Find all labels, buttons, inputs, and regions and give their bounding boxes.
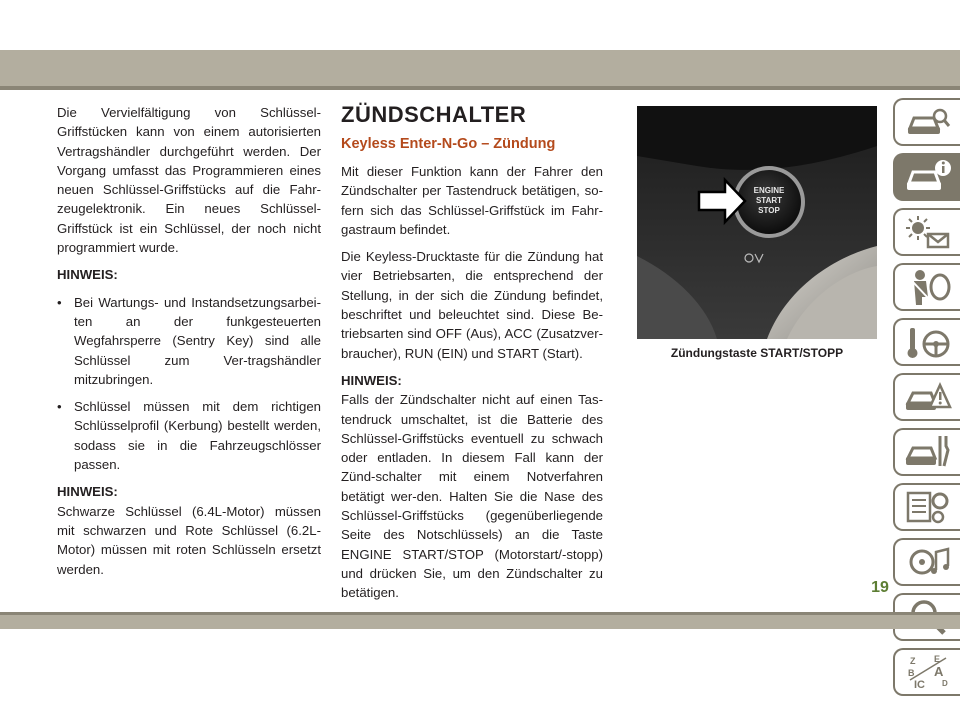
left-column <box>57 103 321 587</box>
page-number: 19 <box>871 579 889 596</box>
car-service-tools-icon <box>904 432 952 472</box>
tab-warning-lights[interactable] <box>893 208 960 256</box>
svg-text:IC: IC <box>913 679 925 691</box>
stop-label: STOP <box>758 206 780 215</box>
car-search-icon <box>904 102 952 142</box>
list-item <box>57 397 321 474</box>
tab-safety[interactable] <box>893 263 960 311</box>
note-text: Falls der Zündschalter nicht auf einen Tas-tendruck umschaltet, ist die Batterie des Schlüssel-Griffstücks eventuell zu schwach oder entladen. In diesem Fall kann der Zünd-schalter mit einem Notverfahren betätigt wer-den. Halten Sie die Nase des Schlüssel-Griffstücks (gegenüberliegende Seite des Notschlüssels) an die Taste ENGINE START/STOP (Motorstart/-stopp) und drücken Sie, um den Zündschalter zu betätigen. <box>341 392 603 601</box>
alphabet-index-icon <box>904 652 952 692</box>
specifications-gear-icon <box>904 487 952 527</box>
paragraph: Mit dieser Funktion kann der Fahrer den Zündschalter per Tastendruck betätigen, so-fern sich das Schlüssel-Griffstück im Fahr-gastraum befindet. <box>341 164 603 237</box>
tab-car-search[interactable] <box>893 98 960 146</box>
engine-label: ENGINE <box>753 186 785 195</box>
svg-text:B: B <box>907 668 914 678</box>
figure-caption: Zündungstaste START/STOPP <box>670 346 844 360</box>
tab-car-info[interactable] <box>893 153 960 201</box>
car-info-icon <box>904 157 952 197</box>
note-label: HINWEIS: <box>57 267 118 283</box>
start-label: START <box>755 196 783 205</box>
note-text: Schwarze Schlüssel (6.4L-Motor) müssen mit schwarzen und Rote Schlüssel (6.2L-Motor) müssen mit roten Schlüsseln ersetzt werden. <box>57 503 321 577</box>
list-item <box>57 293 321 389</box>
ignition-button-photo <box>637 106 877 339</box>
tab-emergency[interactable] <box>893 373 960 421</box>
section-title: ZÜNDSCHALTER <box>341 102 527 127</box>
tab-specifications[interactable] <box>893 483 960 531</box>
warning-light-message-icon <box>904 212 952 252</box>
svg-text:Z: Z <box>909 656 915 666</box>
note-label: HINWEIS: <box>341 372 402 388</box>
multimedia-music-icon <box>904 542 952 582</box>
seatbelt-airbag-icon <box>904 267 952 307</box>
middle-column <box>341 103 603 611</box>
tab-index[interactable] <box>893 648 960 696</box>
intro-paragraph: Die Vervielfältigung von Schlüssel-Griffstücken kann von einem autorisierten Vertragshändler durchgeführt werden. Der Vorgang umfasst das Programmieren eines neuen Schlüssel-Griffstücks auf die Fahr-zeugelektronik. Ein neues Schlüssel-Griffstück ist ein Schlüssel, der noch nicht programmiert wurde. <box>57 105 321 256</box>
subsection-title: Keyless Enter-N-Go – Zündung <box>341 136 556 152</box>
list-item-text: Schlüssel müssen mit dem richtigen Schlüsselprofil (Kerbung) bestellt werden, sodass sie in die Fahrzeugschlösser passen. <box>74 399 321 473</box>
header-band <box>0 50 960 86</box>
svg-text:E: E <box>933 654 940 664</box>
car-warning-triangle-icon <box>904 377 952 417</box>
steering-start-icon <box>904 322 952 362</box>
paragraph: Die Keyless-Drucktaste für die Zündung hat vier Betriebsarten, die entsprechend der Stellung, in der sich die Zündung befindet, beschriftet und beleuchtet sind. Diese Be-triebsarten sind OFF (Aus), ACC (Zusatzver-braucher), RUN (EIN) und START (Start). <box>341 249 603 361</box>
svg-text:A: A <box>933 664 943 679</box>
svg-text:D: D <box>941 679 948 688</box>
bullet-symbol: • <box>57 294 62 310</box>
footer-band <box>0 615 960 629</box>
note-label: HINWEIS: <box>57 484 118 500</box>
header-rule <box>0 86 960 90</box>
ignition-photo-illustration <box>637 106 877 339</box>
tab-service[interactable] <box>893 428 960 476</box>
bullet-symbol: • <box>57 399 62 415</box>
tab-multimedia[interactable] <box>893 538 960 586</box>
tab-starting[interactable] <box>893 318 960 366</box>
list-item-text: Bei Wartungs- und Instandsetzungsarbei-ten an der funkgesteuerten Wegfahrsperre (Sentry Key) sind alle Schlüssel zum Ver-tragshändler mitzubringen. <box>74 294 321 387</box>
